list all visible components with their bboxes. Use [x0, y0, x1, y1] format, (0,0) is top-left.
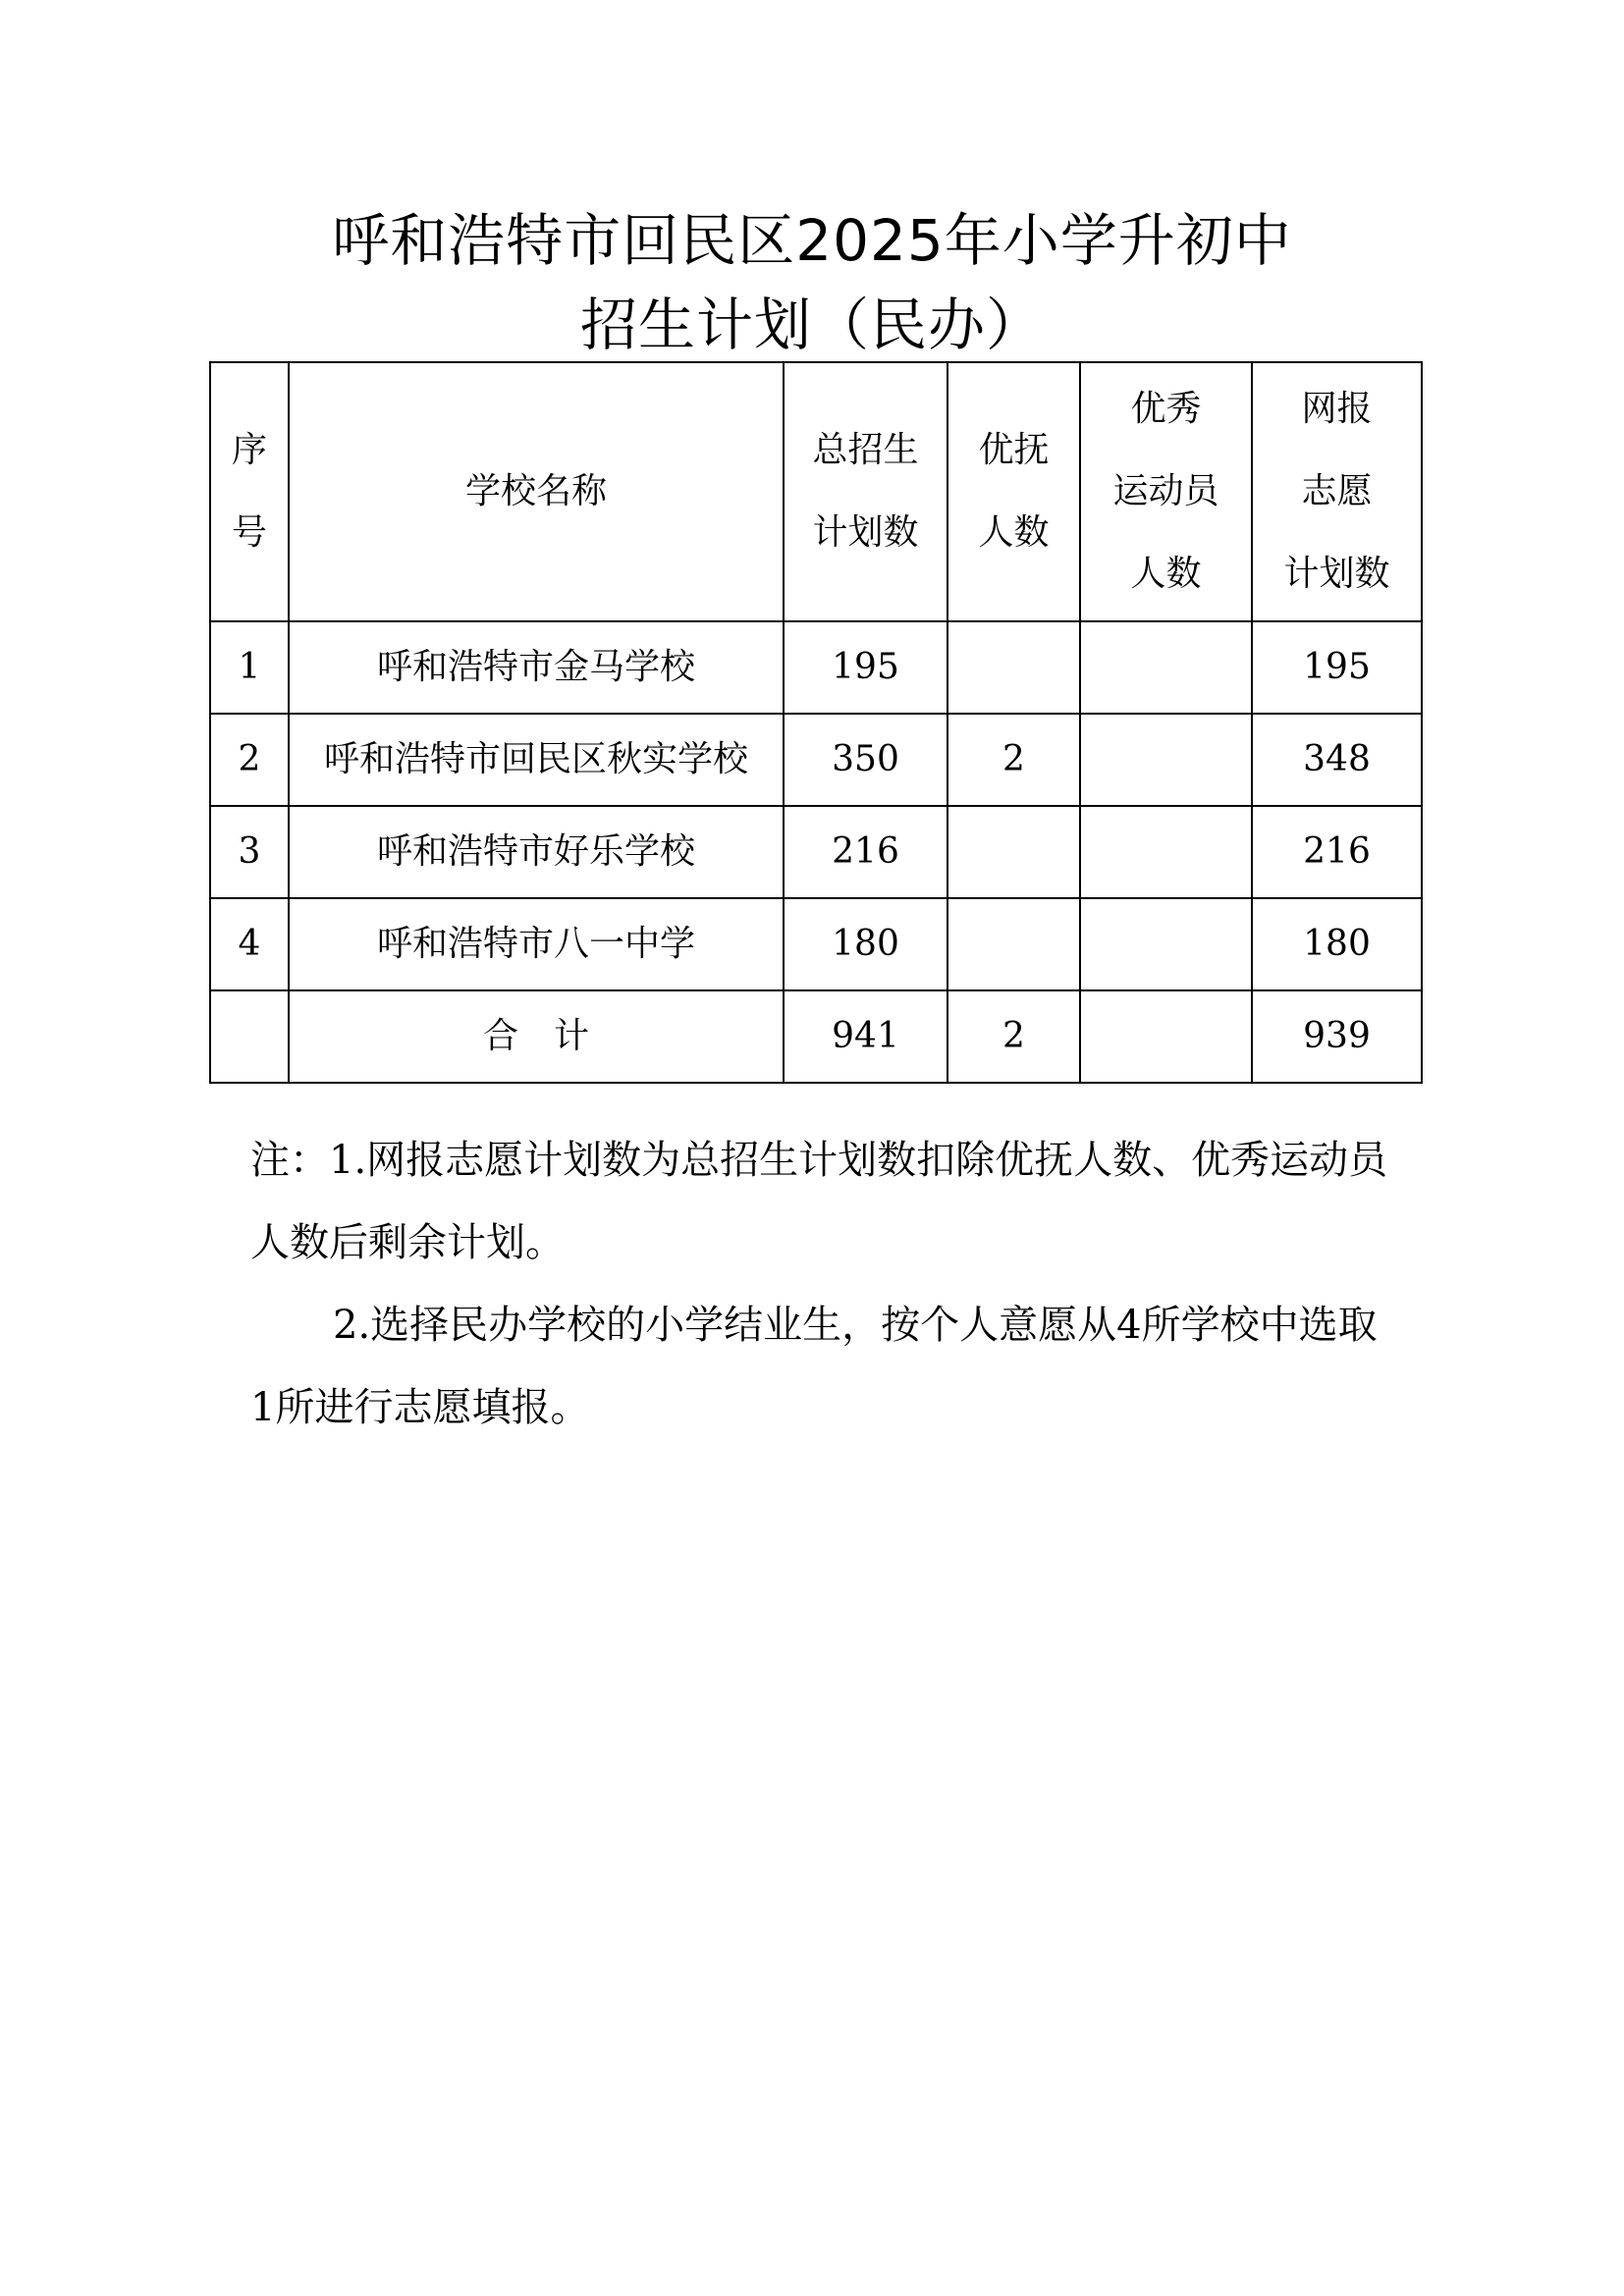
- cell-total-plan: 180: [784, 898, 947, 990]
- cell-seq: 2: [210, 714, 289, 806]
- cell-seq: 4: [210, 898, 289, 990]
- cell-seq: [210, 990, 289, 1083]
- cell-athlete-sum: [1080, 990, 1252, 1083]
- cell-youfu-count: [947, 898, 1080, 990]
- notes-section: [250, 1119, 1389, 1449]
- enrollment-plan-table: [209, 361, 1423, 1084]
- cell-total-plan-sum: 941: [784, 990, 947, 1083]
- cell-school-name: 呼和浩特市好乐学校: [289, 806, 784, 898]
- table-row: [210, 621, 1422, 714]
- cell-youfu-sum: 2: [947, 990, 1080, 1083]
- cell-online-plan: 348: [1252, 714, 1422, 806]
- cell-online-plan-sum: 939: [1252, 990, 1422, 1083]
- cell-school-name: 呼和浩特市回民区秋实学校: [289, 714, 784, 806]
- cell-athlete-count: [1080, 714, 1252, 806]
- table-row: [210, 806, 1422, 898]
- header-seq: 序 号: [210, 362, 289, 621]
- cell-youfu-count: 2: [947, 714, 1080, 806]
- cell-athlete-count: [1080, 806, 1252, 898]
- note-2: 2.选择民办学校的小学结业生，按个人意愿从4所学校中选取1所进行志愿填报。: [250, 1303, 1378, 1430]
- header-school-name: 学校名称: [289, 362, 784, 621]
- cell-seq: 3: [210, 806, 289, 898]
- cell-athlete-count: [1080, 621, 1252, 714]
- header-online-plan: 网报 志愿 计划数: [1252, 362, 1422, 621]
- note-1: 注：1.网报志愿计划数为总招生计划数扣除优抚人数、优秀运动员人数后剩余计划。: [250, 1138, 1388, 1265]
- header-total-plan: 总招生 计划数: [784, 362, 947, 621]
- cell-seq: 1: [210, 621, 289, 714]
- cell-school-name: 呼和浩特市八一中学: [289, 898, 784, 990]
- cell-total-plan: 195: [784, 621, 947, 714]
- cell-online-plan: 180: [1252, 898, 1422, 990]
- cell-total-plan: 350: [784, 714, 947, 806]
- document-title-line2: 招生计划（民办）: [579, 292, 1044, 358]
- header-youfu-count: 优抚 人数: [947, 362, 1080, 621]
- header-athlete-count: 优秀 运动员 人数: [1080, 362, 1252, 621]
- document-title-line1: 呼和浩特市回民区2025年小学升初中: [332, 207, 1292, 274]
- cell-total-label: 合 计: [289, 990, 784, 1083]
- table-header-row: [210, 362, 1422, 621]
- cell-online-plan: 195: [1252, 621, 1422, 714]
- cell-total-plan: 216: [784, 806, 947, 898]
- table-row: [210, 714, 1422, 806]
- table-row: [210, 898, 1422, 990]
- cell-youfu-count: [947, 621, 1080, 714]
- cell-online-plan: 216: [1252, 806, 1422, 898]
- cell-athlete-count: [1080, 898, 1252, 990]
- cell-youfu-count: [947, 806, 1080, 898]
- cell-school-name: 呼和浩特市金马学校: [289, 621, 784, 714]
- table-total-row: [210, 990, 1422, 1083]
